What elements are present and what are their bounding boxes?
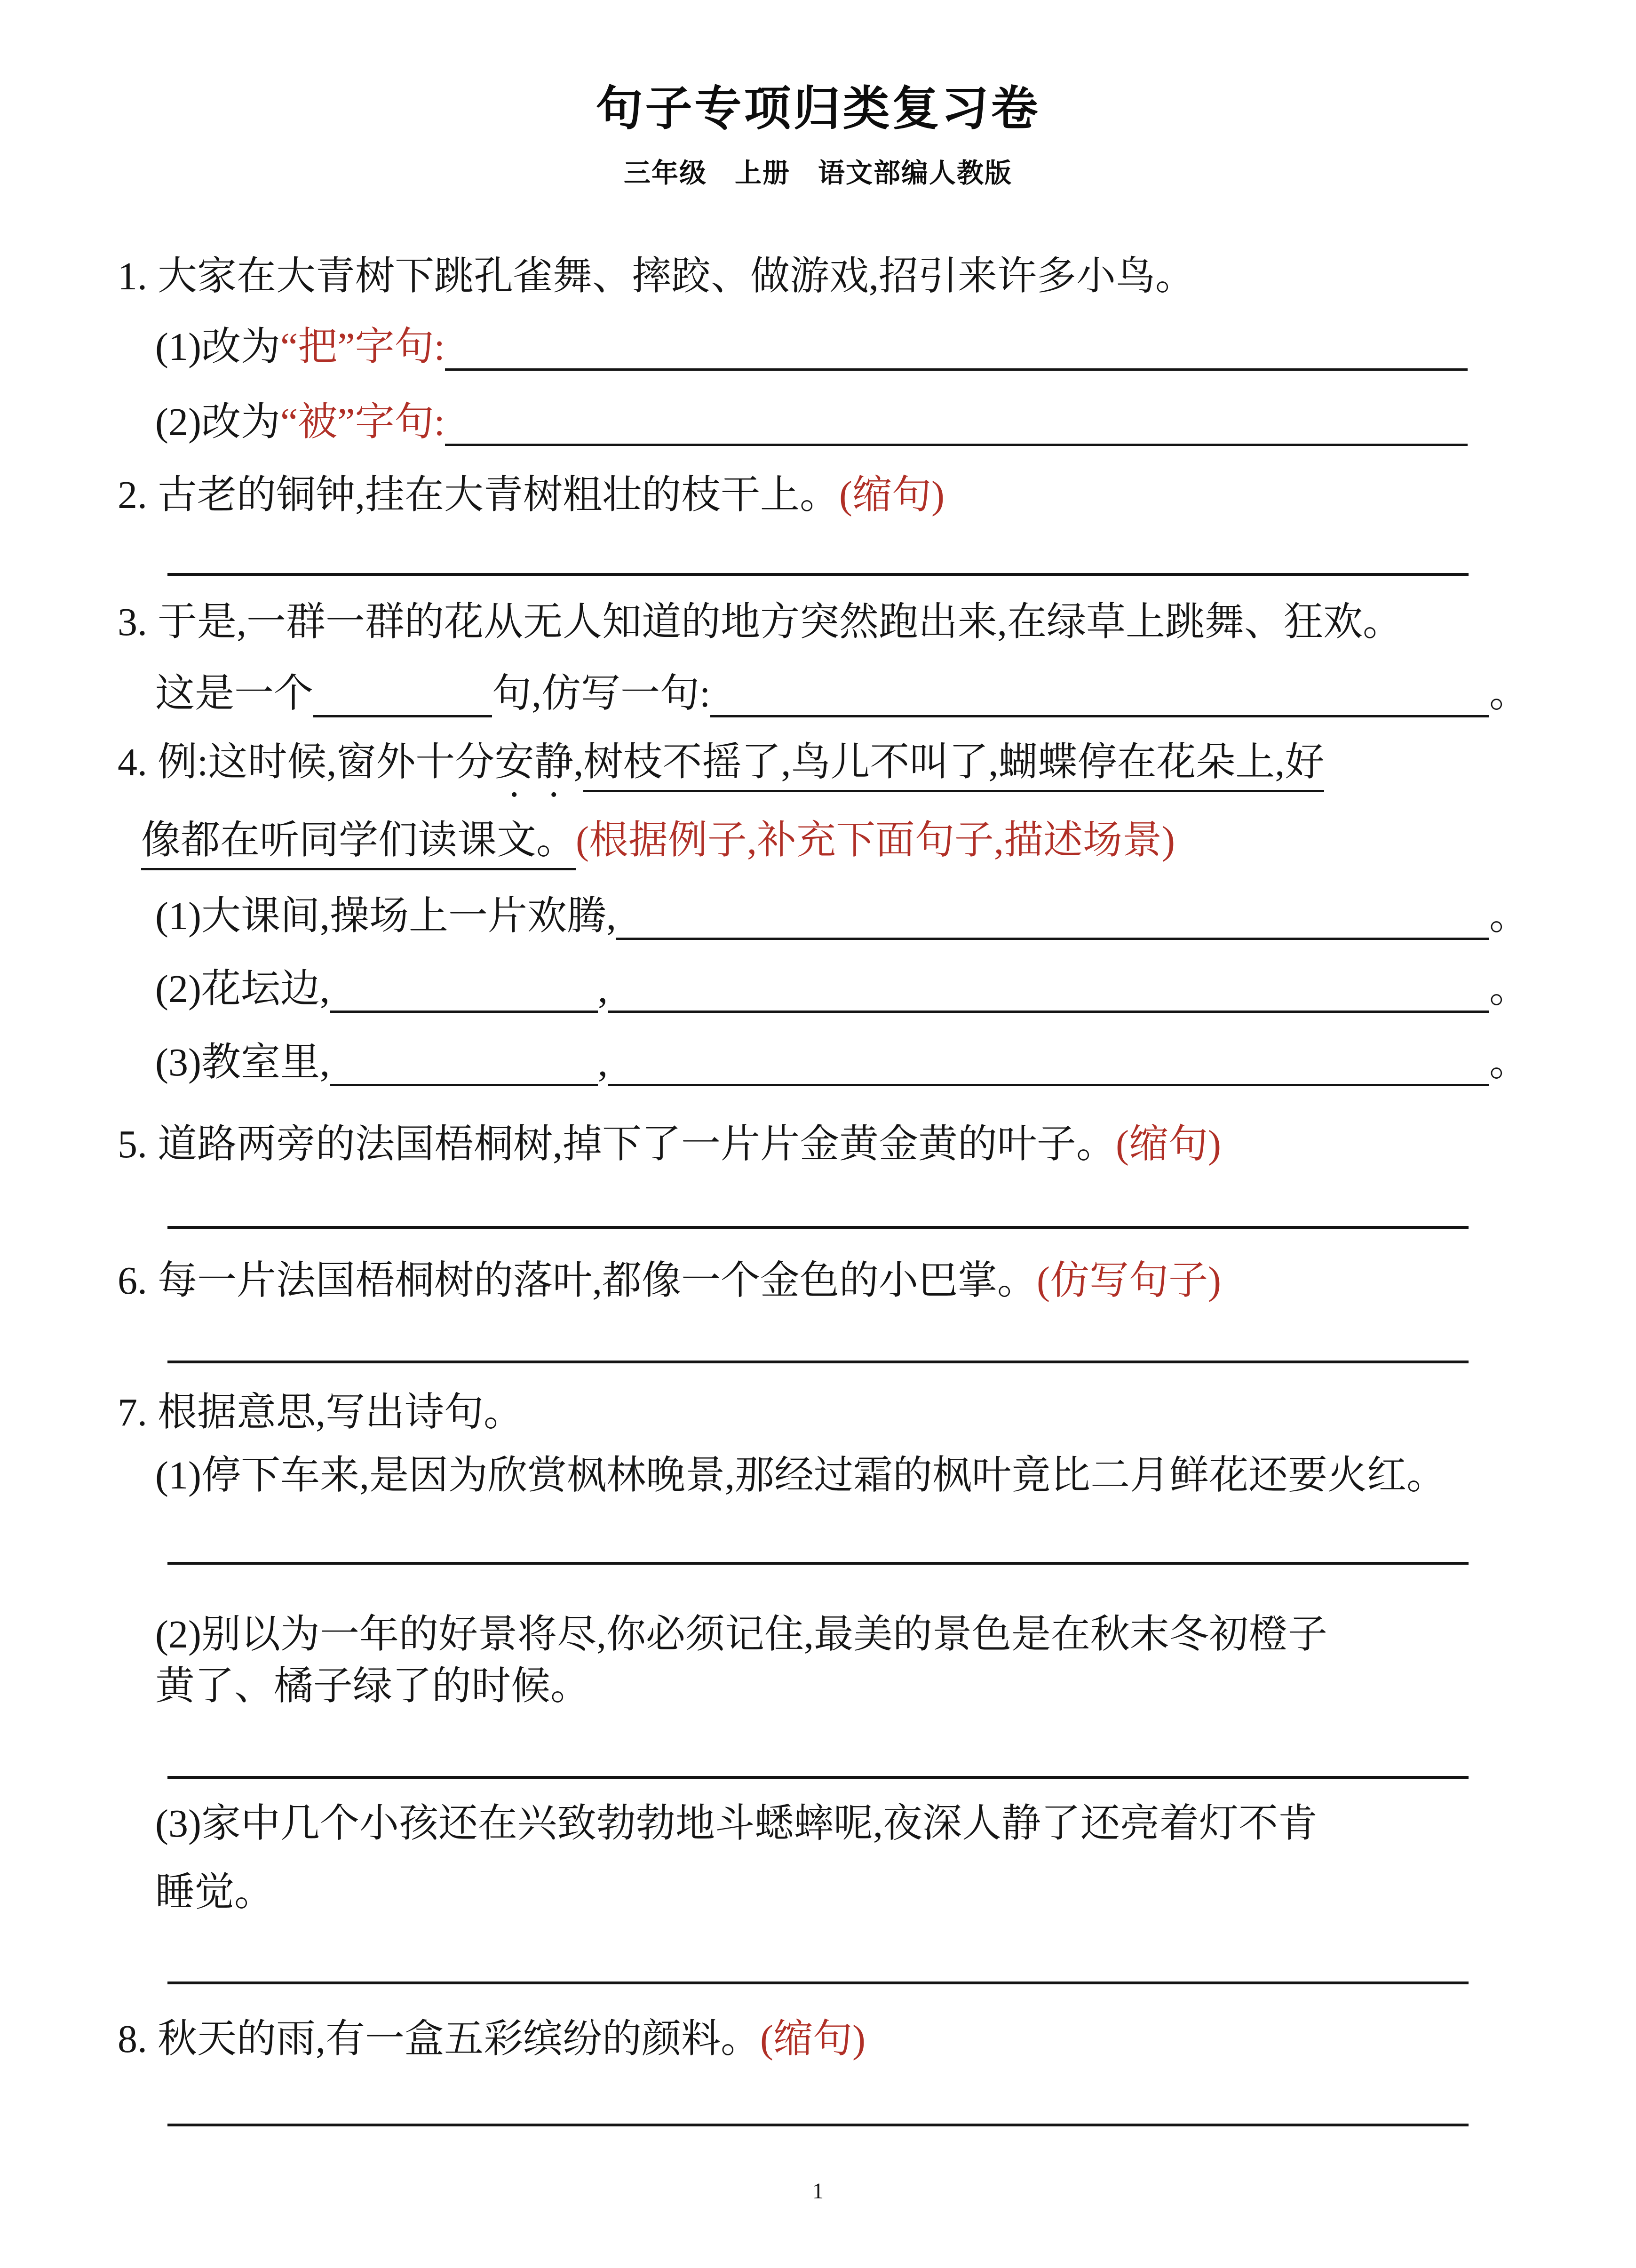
question-7-sub-2-line-1 xyxy=(155,1611,1529,1658)
question-4-sub-3-comma: , xyxy=(597,1041,608,1084)
question-5 xyxy=(118,1121,1529,1168)
answer-line xyxy=(167,1226,1469,1229)
question-4-sub-2-period: 。 xyxy=(1489,967,1529,1011)
question-4-line-1 xyxy=(118,739,1529,806)
question-2-text: 古老的铜钟,挂在大青树粗壮的枝干上。 xyxy=(158,473,840,517)
question-5-text: 道路两旁的法国梧桐树,掉下了一片片金黄金黄的叶子。 xyxy=(158,1122,1116,1166)
question-7-sub-2-line-2 xyxy=(155,1663,1529,1710)
question-7-sub-1-text: (1)停下车来,是因为欣赏枫林晚景,那经过霜的枫叶竟比二月鲜花还要火红。 xyxy=(155,1454,1446,1497)
answer-blank-line xyxy=(616,938,1489,940)
question-5-task-tag: (缩句) xyxy=(1116,1122,1221,1166)
page-number: 1 xyxy=(812,2179,824,2204)
question-4-example-pre: 例:这时候,窗外十分 xyxy=(158,740,495,784)
question-7-sub-1 xyxy=(155,1452,1529,1499)
answer-blank-short xyxy=(330,1084,598,1086)
question-8-number: 8. xyxy=(118,2017,147,2061)
question-4-emphasized-word: 安静 xyxy=(494,740,574,784)
question-3-line-2-pre: 这是一个 xyxy=(155,672,314,716)
question-4-task-tag: (根据例子,补充下面句子,描述场景) xyxy=(576,819,1175,862)
question-4-underlined-text-2: 像都在听同学们读课文。 xyxy=(141,819,576,870)
answer-blank-line xyxy=(445,368,1468,371)
question-7-sub-3-text-1: (3)家中几个小孩还在兴致勃勃地斗蟋蟀呢,夜深人静了还亮着灯不肯 xyxy=(155,1802,1318,1846)
question-7-sub-3-text-2: 睡觉。 xyxy=(155,1870,274,1914)
question-3-line-2 xyxy=(155,670,1529,717)
answer-line xyxy=(167,1562,1469,1565)
question-7-number: 7. xyxy=(118,1391,147,1434)
question-7-sub-3-line-1 xyxy=(155,1800,1529,1847)
question-4-sub-3-label: (3)教室里, xyxy=(155,1041,330,1084)
question-6-text: 每一片法国梧桐树的落叶,都像一个金色的小巴掌。 xyxy=(158,1259,1037,1303)
question-4-line-2 xyxy=(141,817,1529,864)
page-title: 句子专项归类复习卷 xyxy=(596,82,1040,135)
question-4-sub-2 xyxy=(155,965,1529,1013)
question-4-sub-1-label: (1)大课间,操场上一片欢腾, xyxy=(155,894,616,938)
question-1-sub-2-red-label: “被”字句: xyxy=(280,400,445,444)
question-1-sub-2-label: (2)改为 xyxy=(155,400,280,444)
question-4-sub-1 xyxy=(155,892,1529,940)
answer-blank-line xyxy=(710,715,1489,717)
question-8-task-tag: (缩句) xyxy=(760,2017,866,2061)
question-2-number: 2. xyxy=(118,473,147,517)
answer-line xyxy=(167,1776,1469,1779)
answer-blank-short xyxy=(313,715,492,717)
question-1-text: 大家在大青树下跳孔雀舞、摔跤、做游戏,招引来许多小鸟。 xyxy=(158,255,1195,298)
question-8 xyxy=(118,2015,1529,2063)
question-3-line-2-mid: 句,仿写一句: xyxy=(492,672,711,716)
question-4-sub-2-label: (2)花坛边, xyxy=(155,967,330,1011)
question-4-sub-1-period: 。 xyxy=(1489,894,1529,938)
question-7 xyxy=(118,1389,1529,1436)
question-6-task-tag: (仿写句子) xyxy=(1037,1259,1221,1303)
answer-blank-line xyxy=(445,444,1468,446)
question-3-number: 3. xyxy=(118,600,147,644)
answer-line xyxy=(167,573,1469,576)
question-4-comma: , xyxy=(573,740,584,784)
question-7-text: 根据意思,写出诗句。 xyxy=(158,1391,524,1434)
answer-line xyxy=(167,1982,1469,1984)
question-4-sub-3-period: 。 xyxy=(1489,1041,1529,1084)
question-5-number: 5. xyxy=(118,1122,147,1166)
page-subtitle: 三年级 上册 语文部编人教版 xyxy=(624,158,1012,188)
answer-line xyxy=(167,2124,1469,2126)
question-3-line-2-period: 。 xyxy=(1489,672,1529,716)
question-6-number: 6. xyxy=(118,1259,147,1303)
question-4-number: 4. xyxy=(118,740,147,784)
answer-blank-line xyxy=(608,1011,1489,1013)
question-6 xyxy=(118,1257,1529,1305)
question-3 xyxy=(118,598,1529,646)
question-1 xyxy=(118,253,1529,300)
question-7-sub-2-text-1: (2)别以为一年的好景将尽,你必须记住,最美的景色是在秋末冬初橙子 xyxy=(155,1613,1327,1656)
question-4-underlined-text: 树枝不摇了,鸟儿不叫了,蝴蝶停在花朵上,好 xyxy=(583,740,1324,792)
question-8-text: 秋天的雨,有一盒五彩缤纷的颜料。 xyxy=(158,2017,761,2061)
answer-line xyxy=(167,1361,1469,1363)
question-1-sub-1-red-label: “把”字句: xyxy=(280,325,445,369)
question-7-sub-2-text-2: 黄了、橘子绿了的时候。 xyxy=(155,1664,590,1708)
question-3-text: 于是,一群一群的花从无人知道的地方突然跑出来,在绿草上跳舞、狂欢。 xyxy=(158,600,1403,644)
question-1-number: 1. xyxy=(118,255,147,298)
question-1-sub-1-label: (1)改为 xyxy=(155,325,280,369)
answer-blank-line xyxy=(608,1084,1489,1086)
question-4-sub-2-comma: , xyxy=(597,967,608,1011)
question-2-task-tag: (缩句) xyxy=(839,473,945,517)
question-1-sub-1 xyxy=(155,323,1529,371)
question-4-sub-3 xyxy=(155,1039,1529,1086)
question-1-sub-2 xyxy=(155,398,1529,446)
question-7-sub-3-line-2 xyxy=(155,1869,1529,1916)
answer-blank-short xyxy=(330,1011,598,1013)
question-2 xyxy=(118,471,1529,519)
